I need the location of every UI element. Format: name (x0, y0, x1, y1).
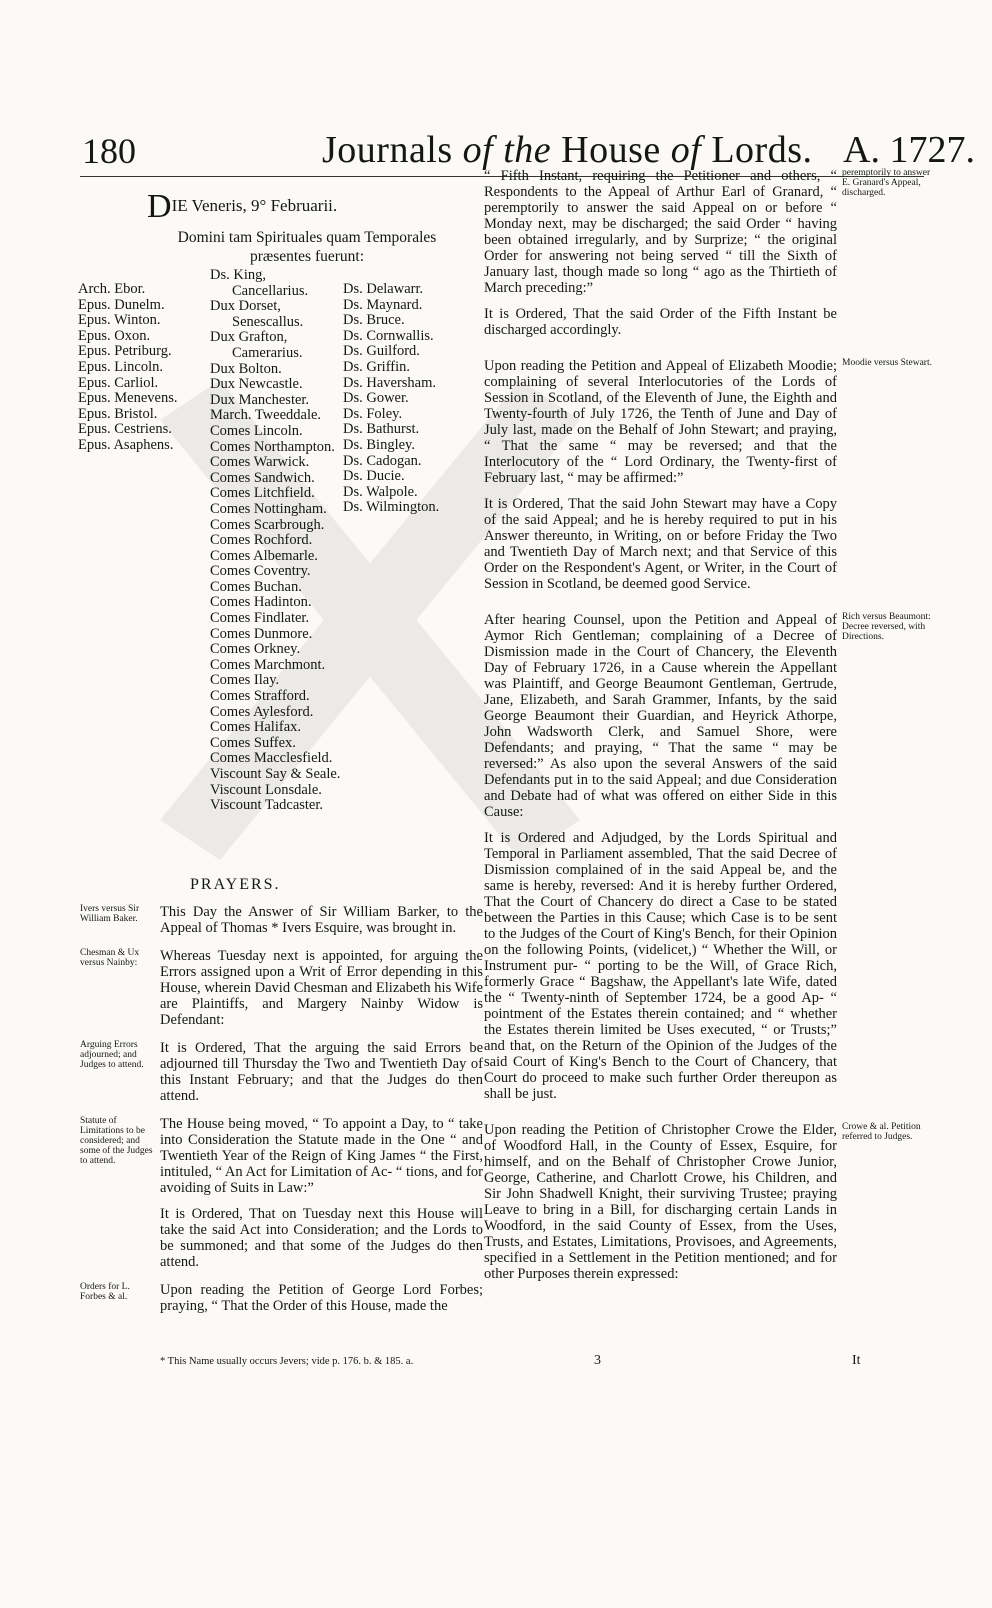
baron-entry: Ds. Bathurst. (343, 421, 420, 438)
baron-entry: Ds. Cornwallis. (343, 327, 434, 344)
signature-mark: 3 (594, 1353, 601, 1368)
baron-entry: Ds. Walpole. (343, 483, 418, 500)
title-part-3: Lords. (711, 129, 813, 171)
baron-entry: Ds. Haversham. (343, 374, 437, 391)
bishop-entry: Epus. Dunelm. (78, 296, 165, 313)
lord-entry: Comes Orkney. (210, 641, 301, 658)
margin-note: Crowe & al. Petition referred to Judges. (842, 1122, 921, 1142)
bishop-entry: Epus. Cestriens. (78, 421, 172, 438)
lord-entry: Ds. King, (210, 267, 266, 283)
lord-entry: Viscount Say & Seale. (210, 766, 341, 782)
bishop-entry: Epus. Petriburg. (78, 343, 172, 360)
entry-section (160, 1116, 483, 1270)
lord-entry: March. Tweeddale. (210, 407, 322, 424)
barons-list (343, 282, 439, 516)
lord-entry: Comes Lincoln. (210, 422, 303, 439)
baron-entry: Ds. Griffin. (343, 358, 410, 375)
lord-entry: Viscount Lonsdale. (210, 781, 322, 798)
entry-section (484, 168, 837, 338)
lord-entry: Comes Strafford. (210, 688, 310, 705)
baron-entry: Ds. Maynard. (343, 296, 423, 313)
lord-entry: Camerarius. (232, 344, 303, 361)
lord-entry: Comes Litchfield. (210, 485, 315, 502)
page-year: A. 1727. (843, 129, 975, 171)
entry-paragraph: It is Ordered, That the said Order of the Fifth Instant be discharged accordingly. (484, 306, 837, 338)
bishop-entry: Epus. Bristol. (78, 405, 158, 422)
entry-paragraph: It is Ordered and Adjudged, by the Lords Spiritual and Temporal in Parliament assembled, That the said Decree of Dismission complained of in the said Appeal be, and the same is hereby, reversed: And it is hereby further Ordered, That the Court of Chancery do direct a Case to be stated between the Parties in this Cause; which Case is to be sent to the Judges of the Court of King's Bench, for their Opinion on the following Points, (videlicet,) “ Whether the Will, or Instrument pur- “ porting to be the Will, of Grace Rich, formerly Grace “ Bagshaw, the Appellant's late Wife, dated the “ Twenty-ninth of September 1724, be a good Ap- “ pointment of the Estates therein contained; and “ whether the Estates therein limited be Uses executed, “ or Trusts;” and that, on the Return of the Opinion of the Judges of the said Court of King's Bench to the Court of Chancery, that Court do proceed to make such further Order thereupon as shall be just. (484, 830, 837, 1102)
lord-entry: Dux Grafton, (210, 329, 288, 346)
lord-entry: Comes Buchan. (210, 578, 302, 595)
baron-entry: Ds. Bingley. (343, 436, 415, 453)
title-part-1: Journals (322, 129, 453, 171)
margin-note: Statute of Limitations to be considered; and some of the Judges to attend. (80, 1116, 153, 1166)
lord-entry: Comes Sandwich. (210, 469, 315, 486)
bishop-entry: Epus. Oxon. (78, 327, 151, 344)
baron-entry: Ds. Cadogan. (343, 452, 422, 469)
baron-entry: Ds. Delawarr. (343, 281, 424, 297)
left-column-entries (160, 904, 483, 1314)
entry-section (160, 1282, 483, 1314)
lord-entry: Comes Suffex. (210, 734, 296, 751)
bishop-entry: Epus. Menevens. (78, 390, 178, 407)
lord-entry: Comes Warwick. (210, 454, 310, 471)
entry-paragraph: It is Ordered, That the said John Stewart may have a Copy of the said Appeal; and he is hereby required to put in his Answer thereunto, in Writing, on or before Friday the Two and Twentieth Day of March next; and that Service of this Order on the Respondent's Agent, or Writer, in the Court of Session in Scotland, be deemed good Service. (484, 496, 837, 592)
right-column-entries (484, 168, 837, 1282)
lord-entry: Comes Dunmore. (210, 625, 313, 642)
entry-section (484, 358, 837, 592)
sitting-date (147, 188, 337, 226)
margin-note: Orders for L. Forbes & al. (80, 1282, 130, 1302)
sitting-date-text: IE Veneris, 9° Februarii. (171, 196, 338, 215)
drop-cap: D (147, 188, 172, 225)
baron-entry: Ds. Guilford. (343, 343, 420, 360)
entry-paragraph: “ Fifth Instant, requiring the Petitioner and others, “ Respondents to the Appeal of Arthur Earl of Granard, “ peremptorily to answer the said Appeal on or before “ Monday next, may be discharged; the said Order “ having been obtained irregularly, and by Surprize; “ the original Order for answering not being served “ till the Sixth of January last, though made so long “ ago as the Thirtieth of March preceding:” (484, 168, 837, 296)
title-part-2: House (561, 129, 661, 171)
entry-section (484, 612, 837, 1102)
bishop-entry: Epus. Carliol. (78, 374, 159, 391)
lord-entry: Dux Dorset, (210, 298, 281, 315)
lord-entry: Viscount Tadcaster. (210, 797, 324, 814)
attendance-heading: Domini tam Spirituales quam Temporales præsentes fuerunt: (177, 229, 437, 265)
margin-note: Chesman & Ux versus Nainby: (80, 948, 140, 968)
bishop-entry: Epus. Asaphens. (78, 436, 174, 453)
entry-paragraph: Whereas Tuesday next is appointed, for arguing the Errors assigned upon a Writ of Error depending in this House, wherein David Chesman and Elizabeth his Wife are Plaintiffs, and Margery Nainby Widow is Defendant: (160, 948, 483, 1028)
margin-note: Arguing Errors adjourned; and Judges to attend. (80, 1040, 144, 1070)
lord-entry: Dux Bolton. (210, 360, 282, 377)
margin-note: Ivers versus Sir William Baker. (80, 904, 140, 924)
entry-paragraph: It is Ordered, That the arguing the said Errors be adjourned till Thursday the Two and Twentieth Day of this Instant February; and that the Judges do then attend. (160, 1040, 483, 1104)
margin-note: Moodie versus Stewart. (842, 358, 932, 368)
entry-section (160, 1040, 483, 1104)
journal-title (322, 128, 812, 172)
bishop-entry: Epus. Winton. (78, 312, 161, 329)
entry-section (160, 948, 483, 1028)
prayers-heading: PRAYERS. (190, 876, 281, 893)
lord-entry: Comes Ilay. (210, 672, 280, 689)
lord-entry: Dux Newcastle. (210, 376, 303, 393)
page-number: 180 (82, 131, 136, 171)
entry-section (484, 1122, 837, 1282)
entry-paragraph: Upon reading the Petition of George Lord Forbes; praying, “ That the Order of this House, made the (160, 1282, 483, 1314)
lord-entry: Comes Nottingham. (210, 500, 327, 517)
lord-entry: Comes Scarbrough. (210, 516, 325, 533)
entry-paragraph: The House being moved, “ To appoint a Day, to “ take into Consideration the Statute made in the One “ and Twentieth Year of the Reign of King James “ the First, intituled, “ An Act for Limitation of Ac- “ tions, and for avoiding of Suits in Law:” (160, 1116, 483, 1196)
catchword: It (852, 1353, 861, 1368)
lord-entry: Comes Halifax. (210, 719, 302, 736)
title-of-1: of (462, 129, 494, 171)
baron-entry: Ds. Bruce. (343, 312, 405, 329)
baron-entry: Ds. Wilmington. (343, 499, 440, 516)
entry-paragraph: It is Ordered, That on Tuesday next this House will take the said Act into Consideration; and the Lords to be summoned; and that some of the Judges do then attend. (160, 1206, 483, 1270)
temporal-lords-list (210, 268, 340, 814)
lord-entry: Senescallus. (232, 313, 304, 330)
title-of-2: of (670, 129, 702, 171)
lord-entry: Comes Findlater. (210, 610, 310, 627)
lord-entry: Comes Rochford. (210, 532, 313, 549)
lord-entry: Comes Hadinton. (210, 594, 312, 611)
bishops-list (78, 282, 177, 454)
lord-entry: Cancellarius. (232, 282, 309, 299)
baron-entry: Ds. Gower. (343, 390, 409, 407)
lord-entry: Comes Aylesford. (210, 703, 314, 720)
bishop-entry: Epus. Lincoln. (78, 358, 163, 375)
baron-entry: Ds. Ducie. (343, 468, 405, 485)
lord-entry: Comes Coventry. (210, 563, 311, 580)
entry-paragraph: This Day the Answer of Sir William Barker, to the Appeal of Thomas * Ivers Esquire, was brought in. (160, 904, 483, 936)
entry-paragraph: Upon reading the Petition and Appeal of Elizabeth Moodie; complaining of several Interlocutories of the Lords of Session in Scotland, of the Eleventh of June, the Eighth and Twenty-fourth of July 1726, the Tenth of June and Day of July last, made on the Behalf of John Stewart; and praying, “ That the same “ may be reversed; and that the Interlocutory of the “ Lord Ordinary, the Twenty-first of February last, “ may be affirmed:” (484, 358, 837, 486)
footnote: * This Name usually occurs Jevers; vide p. 176. b. & 185. a. (160, 1356, 414, 1367)
margin-note: peremptorily to answer E. Granard's Appeal, discharged. (842, 168, 931, 198)
lord-entry: Dux Manchester. (210, 391, 310, 408)
baron-entry: Ds. Foley. (343, 405, 403, 422)
title-the: the (503, 129, 552, 171)
lord-entry: Comes Macclesfield. (210, 750, 333, 767)
entry-paragraph: Upon reading the Petition of Christopher Crowe the Elder, of Woodford Hall, in the County of Essex, Esquire, for himself, and on the Behalf of Christopher Crowe Junior, George, Catherine, and Charlott Crowe, his Children, and Sir John Shadwell Knight, their surviving Trustee; praying Leave to bring in a Bill, for discharging certain Lands in Woodford, in the said County of Essex, from the Uses, Trusts, and Estates, Limitations, Provisoes, and Agreements, specified in a Settlement in the Petition mentioned; and for other Purposes therein expressed: (484, 1122, 837, 1282)
lord-entry: Comes Marchmont. (210, 656, 326, 673)
entry-paragraph: After hearing Counsel, upon the Petition and Appeal of Aymor Rich Gentleman; complaining of a Decree of Dismission made in the Court of Chancery, the Eleventh Day of February 1726, in a Cause wherein the Appellant was Plaintiff, and George Beaumont Gentleman, Gertrude, Jane, Elizabeth, and Sarah Grammer, Infants, by the said George Beaumont their Guardian, and Heyrick Athorpe, John Wadsworth Clerk, and Samuel Shore, were Defendants; and praying, “ That the same “ may be reversed:” As also upon the several Answers of the said Defendants put in to the said Appeal; and due Consideration and Debate had of what was offered on either Side in this Cause: (484, 612, 837, 820)
margin-note: Rich versus Beaumont: Decree reversed, with Directions. (842, 612, 931, 642)
lord-entry: Comes Albemarle. (210, 547, 318, 564)
bishop-entry: Arch. Ebor. (78, 281, 146, 297)
entry-section (160, 904, 483, 936)
lord-entry: Comes Northampton. (210, 438, 335, 455)
